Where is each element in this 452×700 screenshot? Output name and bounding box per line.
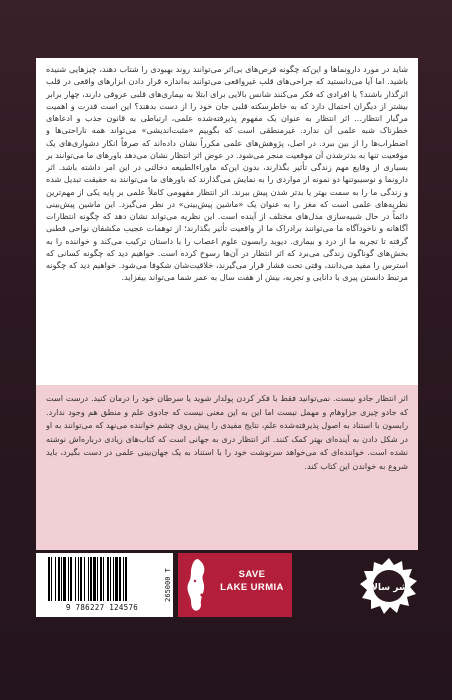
publisher-logo-text: نشر سالاد	[366, 583, 412, 593]
blurb-upper-text: شاید در مورد دارونماها و این‌که چگونه قرص‌های بی‌اثر می‌توانند روند بهبودی را شتاب دهند، چیزهایی شنیده باشید. اما آیا می‌دانستید که جراحی‌های قلب غیرواقعی می‌توانند به‌اندازه قرار دادن ابزارهای واقعی در قلب اثرگذار باشند؟ یا افرادی که فکر می‌کنند شانس بالایی برای ابتلا به بیماری‌های قلبی عروقی دارند، چهار برابر بیشتر از دیگران احتمال دارد که به خاطرسکته قلبی جان خود را از دست بدهند؟ این است قدرت و اهمیت مرگبار انتظار… اثر انتظار به عنوان یک مفهوم پذیرفته‌شده علمی، ارتباطی به قانون جذب و ادعاهای خطرناک شبه علمی آن ندارد. غیرمنطقی است که بگوییم «مثبت‌اندیشی» می‌تواند همه ناراحتی‌ها و اضطراب‌ها را از بین ببرد. در اصل، پژوهش‌های علمی مکرراً نشان داده‌اند که صرفاً انکار دشواری‌های یک موقعیت تنها به بدترشدن آن موقعیت منجر می‌شود. در عوض اثر انتظار نشان می‌دهد باورهای ما می‌توانند بر بسیاری از وقایع مهم زندگی تأثیر بگذارند، بدون این‌که ماوراءالطبیعه دخالتی در این امر داشته باشد. اثر دارونما و نوسیبوتنها دو نمونه از مواردی را به نمایش می‌گذارند که باورهای ما می‌توانند به حقیقت تبدیل شده و زندگی ما را به سمت بهتر یا بدتر شدن پیش ببرند. اثر انتظار مفهومی کاملاً علمی بر پایه یکی از مهم‌ترین نظریه‌های علمی است که مغز را به عنوان یک «ماشین پیش‌بینی» در نظر می‌گیرد. این ماشین پیش‌بینی دائماً در حال شبیه‌سازی مدل‌های مختلف از آینده است. این نظریه می‌تواند نشان دهد که چگونه انتظارات آگاهانه و ناخودآگاه ما می‌توانند برادراک ما از واقعیت تأثیر بگذارند؛ از توهمات عجیب مکشفان نواحی قطبی گرفته تا تجربه ما از درد و بیماری. دیوید رابسون علوم اعصاب را با داستان ترکیب می‌کند و خواننده را به بخش‌های گوناگون زندگی می‌برد که اثر انتظار در آن‌ها رسوخ کرده است. خواهیم دید که چگونه کسانی که استرس را مفید می‌دانند، وقتی تحت فشار قرار می‌گیرند، خلاقیت‌شان شکوفا می‌شود. خواهیم دید که چگونه مرتبط دانستن پیری با دانایی و تجربه، بیش از هفت سال به عمر شما می‌تواند بیفزاید.	[46, 64, 408, 283]
blurb-lower-text: اثر انتظار جادو نیست. نمی‌توانید فقط با فکر کردن پولدار شوید یا سرطان خود را درمان کنید. درست است که جادو چیزی جزاوهام و مهمل نیست اما این به این معنی نیست که جادوی علم و منطق هم وجود ندارد. رابسون با استناد به اصول پذیرفته‌شده علم، نتایج مفیدی را پیش روی چشم خواننده می‌نهد که می‌توانند به او در شکل دادن به آینده‌ای بهتر کمک کنند. اثر انتظار دری به جهانی است که کتاب‌های زیادی درباره‌اش نوشته نشده است. خواننده‌ای که می‌خواهد سرنوشت خود را با استناد به یک جهان‌بینی علمی در دست بگیرد، باید شروع به خواندن این کتاب کند.	[46, 393, 408, 471]
blurb-upper	[46, 63, 408, 378]
price-code: 265000 T	[164, 568, 172, 602]
publisher-seal-logo	[359, 556, 419, 616]
isbn-barcode	[46, 557, 158, 601]
lake-urmia-map-icon	[182, 557, 212, 613]
campaign-label-line1: SAVE	[238, 569, 266, 580]
campaign-label	[214, 568, 290, 594]
isbn-digits: 9 786227 124576	[65, 603, 139, 612]
blurb-lower	[46, 392, 408, 542]
campaign-label-line2: LAKE URMIA	[220, 582, 284, 593]
